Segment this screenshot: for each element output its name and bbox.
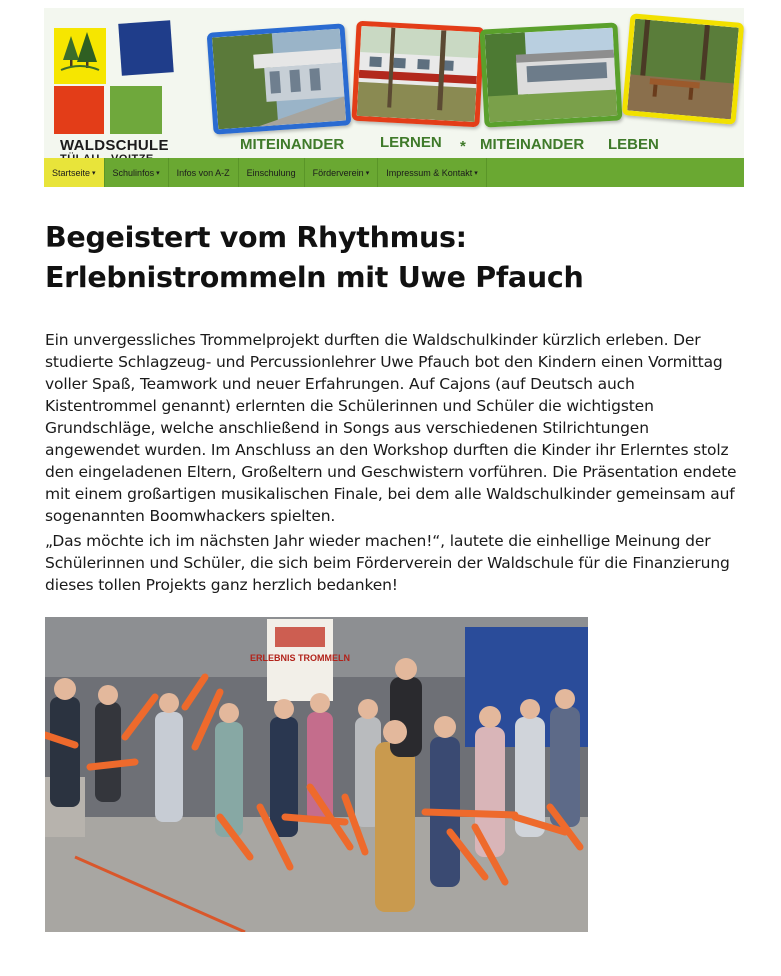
site-header-banner (44, 8, 744, 158)
nav-item-label: Einschulung (246, 167, 296, 178)
chevron-down-icon: ▾ (365, 169, 370, 177)
logo-green-square (110, 86, 162, 134)
logo-red-square (54, 86, 104, 134)
nav-item-impressum-kontakt[interactable] (378, 158, 487, 187)
nav-item-foerderverein[interactable] (305, 158, 379, 187)
trees-icon (60, 32, 100, 76)
logo-blue-square (118, 20, 174, 76)
article-paragraph-1: Ein unvergessliches Trommelprojekt durften die Waldschulkinder kürzlich erleben. Der studierte Schlagzeug- und Percussionlehrer Uwe Pfauch bot den Kindern einen Vormittag voller Spaß, Teamwork und neuer Erfahrungen. Auf Cajons (auf Deutsch auch Kistentrommel genannt) erlernten die Schülerinnen und Schüler die wichtigsten Grundschläge, welche anschließend in Songs aus verschiedenen Stilrichtungen angewendet wurden. Im Anschluss an den Workshop durften die Kinder ihr Erlerntes stolz den eingeladenen Eltern, Großeltern und Geschwistern vorführen. Die Präsentation endete mit einem großartigen musikalischen Finale, bei dem alle Waldschulkinder gemeinsam auf sogenannten Boomwhackers spielten. (45, 331, 737, 525)
header-photo-pavilion (480, 22, 623, 127)
nav-item-label: Infos von A-Z (176, 167, 230, 178)
article-photo-children-boomwhackers[interactable] (45, 617, 588, 932)
school-slogan (234, 134, 659, 156)
nav-item-label: Schulinfos (112, 167, 155, 178)
slogan-word-4: LEBEN (608, 136, 659, 153)
chevron-down-icon: ▾ (474, 169, 478, 177)
nav-item-label: Förderverein (312, 167, 364, 178)
chevron-down-icon: ▾ (92, 169, 96, 177)
school-logo[interactable] (50, 16, 176, 154)
slogan-word-3: MITEINANDER (480, 136, 585, 153)
photo-banner-text: ERLEBNIS TROMMELN (250, 653, 350, 663)
article-title: Begeistert vom Rhythmus: Erlebnistrommeln mit Uwe Pfauch (45, 221, 584, 294)
nav-item-label: Startseite (52, 167, 91, 178)
chevron-down-icon: ▾ (156, 169, 160, 177)
logo-line-1: WALDSCHULE (60, 137, 169, 154)
header-photo-covered-walkway (207, 23, 352, 134)
slogan-word-1: MITEINANDER (240, 136, 345, 153)
header-photo-school-building (351, 21, 484, 128)
article-paragraph-2: „Das möchte ich im nächsten Jahr wieder machen!“, lautete die einhellige Meinung der Schülerinnen und Schüler, die sich beim Förderverein der Waldschule für die Finanzierung dieses tollen Projekts ganz herzlich bedanken! (45, 532, 730, 594)
header-photo-picnic-tables (622, 13, 744, 125)
slogan-separator: * (460, 138, 466, 155)
nav-item-infos-a-z[interactable] (169, 158, 239, 187)
main-navigation (44, 158, 744, 187)
nav-item-label: Impressum & Kontakt (386, 167, 473, 178)
nav-item-startseite[interactable] (44, 158, 105, 187)
slogan-word-2: LERNEN (380, 134, 442, 151)
nav-item-schulinfos[interactable] (105, 158, 169, 187)
nav-item-einschulung[interactable] (239, 158, 305, 187)
